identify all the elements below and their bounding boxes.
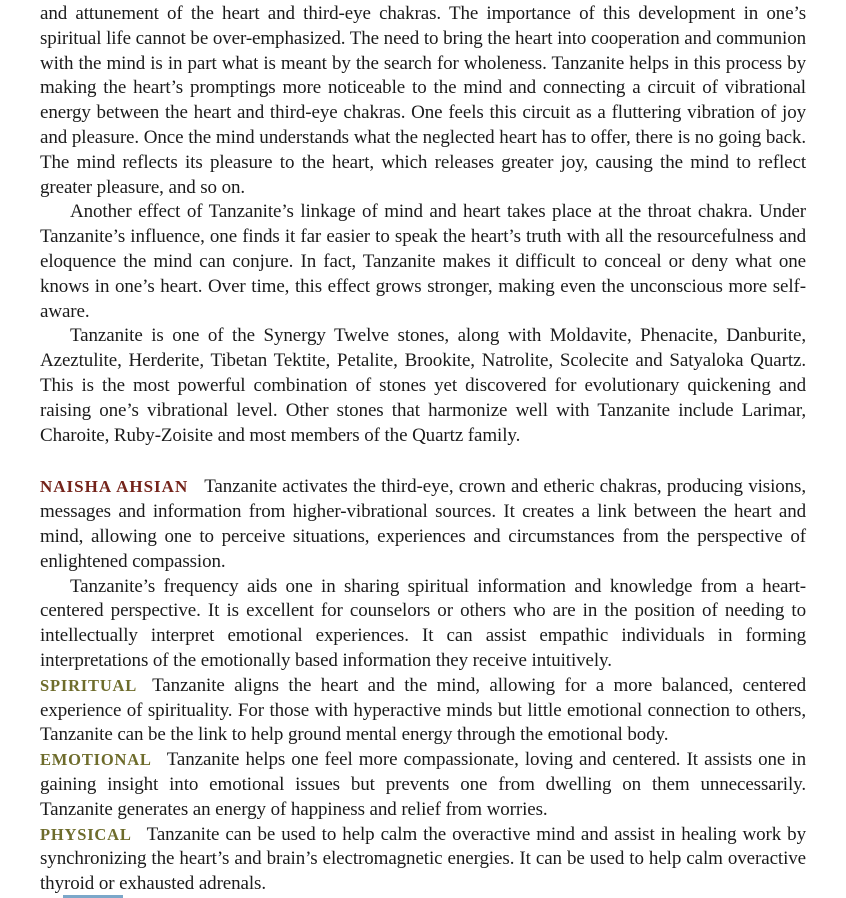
- spiritual-section-paragraph: [40, 674, 806, 748]
- physical-section-paragraph: [40, 823, 806, 897]
- emotional-section-paragraph: [40, 748, 806, 822]
- physical-heading: PHYSICAL: [40, 824, 132, 844]
- author-section-paragraph: [40, 475, 806, 574]
- emotional-heading: EMOTIONAL: [40, 750, 152, 770]
- spiritual-heading: SPIRITUAL: [40, 675, 138, 695]
- body-paragraph: Tanzanite is one of the Synergy Twelve stones, along with Moldavite, Phenacite, Danburite, Azeztulite, Herderite, Tibetan Tektite, Petalite, Brookite, Natrolite, Scolecite and Satyaloka Quartz. This is the most powerful combination of stones yet discovered for evolutionary quickening and raising one’s vibrational level. Other stones that harmonize well with Tanzanite include Larimar, Charoite, Ruby-Zoisite and most members of the Quartz family.: [40, 325, 806, 446]
- author-paragraph-text: Tanzanite activates the third-eye, crown and etheric chakras, producing visions, messages and information from higher-vibrational sources. It creates a link between the heart and mind, allowing one to perceive situations, experiences and circumstances from the perspective of enlightened compassion.: [40, 476, 807, 572]
- spiritual-paragraph-text: Tanzanite aligns the heart and the mind, allowing for a more balanced, centered experience of spirituality. For those with hyperactive minds but little emotional connection to others, Tanzanite can be the link to help ground mental energy through the emotional body.: [40, 674, 806, 746]
- body-paragraph-continuation: and attunement of the heart and third-eye chakras. The importance of this development in one’s spiritual life cannot be over-emphasized. The need to bring the heart into cooperation and communion with the mind is in part what is meant by the search for wholeness. Tanzanite helps in this process by making the heart’s promptings more noticeable to the mind and connecting a circuit of vibrational energy between the heart and third-eye chakras. One feels this circuit as a fluttering vibration of joy and pleasure. Once the mind understands what the neglected heart has to offer, there is no going back. The mind reflects its pleasure to the heart, which releases greater joy, causing the mind to reflect greater pleasure, and so on.: [40, 3, 806, 198]
- author-heading: NAISHA AHSIAN: [40, 477, 189, 497]
- body-paragraph: Tanzanite’s frequency aids one in sharing spiritual information and knowledge from a heart-centered perspective. It is excellent for counselors or others who are in the position of needing to intellectually interpret emotional experiences. It can assist empathic individuals in forming interpretations of the emotionally based information they receive intuitively.: [40, 575, 806, 671]
- body-paragraph: Another effect of Tanzanite’s linkage of mind and heart takes place at the throat chakra. Under Tanzanite’s influence, one finds it far easier to speak the heart’s truth with all the resourcefulness and eloquence the mind can conjure. In fact, Tanzanite makes it difficult to conceal or deny what one knows in one’s heart. Over time, this effect grows stronger, making even the unconscious more self-aware.: [40, 201, 806, 322]
- physical-paragraph-text: Tanzanite can be used to help calm the overactive mind and assist in healing work by synchronizing the heart’s and brain’s electromagnetic energies. It can be used to help calm overactive thyroid or exhausted adrenals.: [40, 823, 806, 895]
- emotional-paragraph-text: Tanzanite helps one feel more compassionate, loving and centered. It assists one in gaining insight into emotional issues but prevents one from dwelling on them unnecessarily. Tanzanite generates an energy of happiness and relief from worries.: [40, 749, 806, 820]
